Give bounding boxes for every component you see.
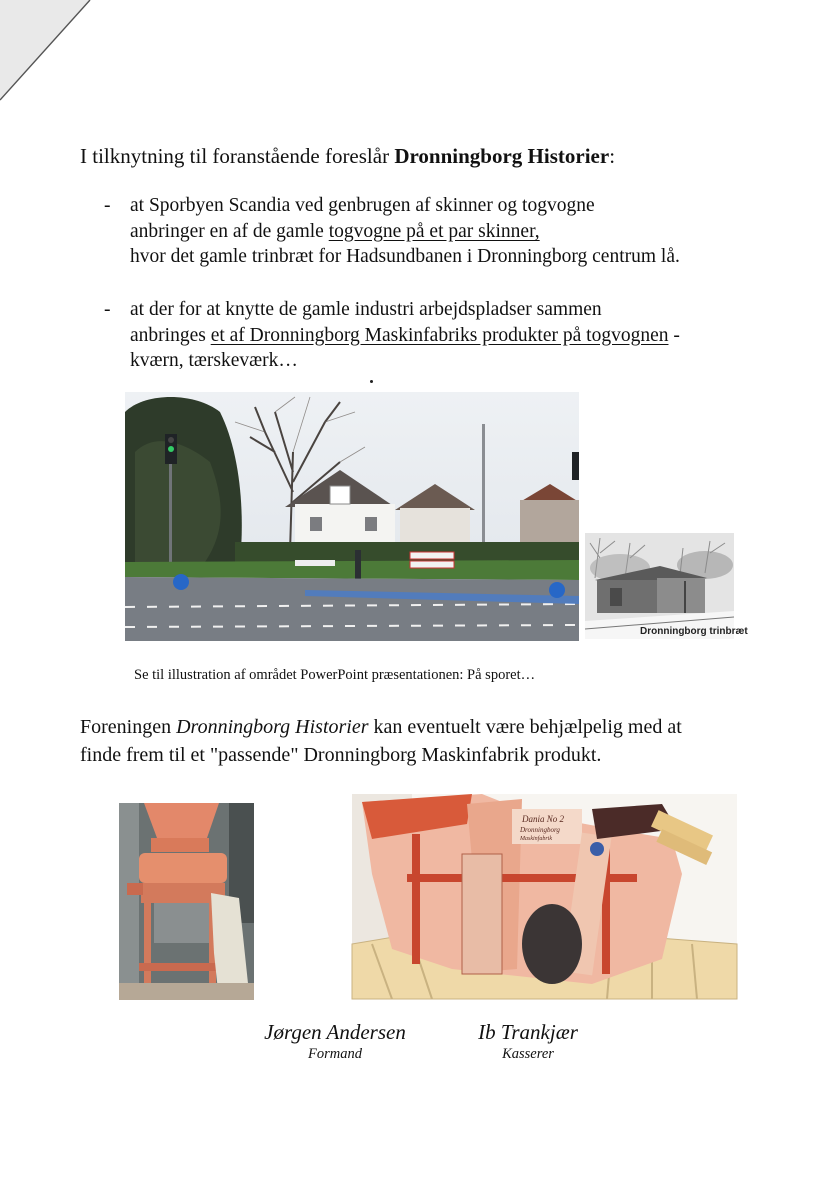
intro-text: I tilknytning til foranstående foreslår: [80, 144, 395, 168]
grinder-photo: [119, 803, 254, 1000]
signature-name-1: Jørgen Andersen: [264, 1020, 406, 1044]
intro-colon: :: [609, 144, 616, 168]
signature-name-2: Ib Trankjær: [478, 1020, 578, 1044]
bullet-2-trailing-dash: -: [668, 324, 680, 346]
paragraph-line-1-post: kan eventuelt være behjælpelig med at: [368, 716, 682, 738]
bullet-1-line-3: hvor det gamle trinbræt for Hadsundbanen i Dronningborg centrum lå.: [130, 246, 680, 267]
trinbraet-label: Dronningborg trinbræt: [640, 626, 748, 637]
bullet-dash: -: [104, 299, 111, 320]
signature-role-2: Kasserer: [502, 1046, 554, 1062]
bullet-1-line-2: [130, 219, 680, 245]
proposal-bullet-1: [104, 193, 680, 270]
association-paragraph: [80, 713, 682, 769]
intro-bold-org: Dronningborg Historier: [394, 144, 610, 168]
bullet-2-line-2: [130, 323, 680, 349]
paragraph-italic-org: Dronningborg Historier: [176, 716, 369, 738]
paragraph-line-2: finde frem til et "passende" Dronningborg Maskinfabrik produkt.: [80, 744, 602, 766]
bullet-1-line-2-text: anbringer en af de gamle: [130, 220, 329, 242]
page-fold-corner: [0, 0, 100, 110]
threshing-machine-photo: [352, 794, 737, 999]
bullet-2-line-2-text: anbringes: [130, 324, 211, 346]
machine-plate-line-2: Dronningborg: [520, 826, 560, 834]
bullet-1-line-1: at Sporbyen Scandia ved genbrugen af skinner og togvogne: [130, 195, 595, 216]
stray-dot: [370, 380, 373, 383]
bullet-2-line-3: kværn, tærskeværk…: [130, 350, 298, 371]
bullet-2-underlined: et af Dronningborg Maskinfabriks produkter på togvognen: [210, 324, 669, 346]
bullet-dash: -: [104, 195, 111, 216]
signature-block-1: [250, 1020, 420, 1064]
intro-paragraph: [80, 142, 615, 170]
proposal-bullet-2: [104, 297, 680, 374]
machine-plate-line-3: Maskinfabrik: [520, 836, 552, 842]
signature-block-2: [458, 1020, 598, 1064]
street-photo: [125, 392, 579, 641]
trinbraet-photo: [585, 533, 748, 639]
bullet-1-underlined: togvogne på et par skinner,: [328, 220, 540, 242]
powerpoint-caption: Se til illustration af området PowerPoint præsentationen: På sporet…: [134, 667, 536, 683]
signature-role-1: Formand: [308, 1046, 362, 1062]
paragraph-line-1-pre: Foreningen: [80, 716, 177, 738]
bullet-2-line-1: at der for at knytte de gamle industri arbejdspladser sammen: [130, 299, 602, 320]
machine-plate-line-1: Dania No 2: [522, 814, 565, 824]
